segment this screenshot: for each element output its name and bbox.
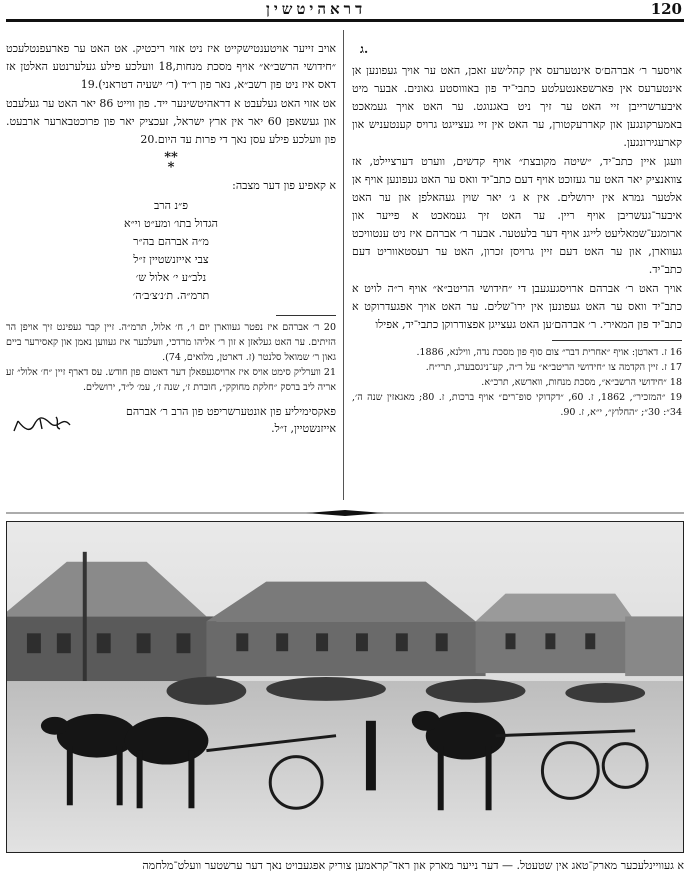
- facsimile-caption: פאקסימיליע פון אונטערשריפט פון הרב ר׳ אברהם אייזנשטיין, ז״ל.: [125, 405, 336, 435]
- page-header: [6, 0, 686, 18]
- footnote: 17 ז. זיין הקדמה צו ״חידושי הריטב״א״ על ר״ה, קע־ניגסבערג, תרי״ח.: [425, 362, 682, 373]
- paragraph: אט אזוי האט געלעבט א דראהיטשינער ייד. פון ווייט 86 יאר האט ער געלעבט און געשאפן 60 יאר אין ארץ ישראל, זעכציק יאר פון פרוכטבארער ארבעט. פון וועלכע פילע עסן נאך די פרות עד היום.20: [6, 97, 337, 146]
- market-day-photograph: [6, 521, 684, 853]
- tombstone-line: הגדול בתו׳ ומע״ט וי״א: [124, 217, 218, 230]
- paragraph: אויסער ר׳ אברהם׳ס אינטערעס אין קהל׳שע זאכן, האט ער אויך געפונען אן אינטערעס אין פארשפאנטעלטע כתבי־יד פון באוווסטע גאונים. אבער מיט איבערשרייבן זיי האט ער זיך ניט באגנוגט. ער האט אויך געמאכט באמערקונגען און קאררעקטורן, ער האט אין זיי געצייגט גרויס קענטעניש און קארעגירונגען.: [352, 64, 682, 149]
- running-title: דראהיטשין: [266, 0, 367, 18]
- column-divider: [343, 30, 344, 500]
- footnote: 16 ז. דארטן: אויף ״אחרית דבר״ צום סוף פון מסכת נדה, ווילנא, 1886.: [416, 347, 682, 358]
- footnote: 19 ״המזכיר״, 1862, ז. 60, ״דקדוקי סופ־רים״ אויף ברכות, ז. 80; מאגאזין שנה ה׳, 34״: 30״; ״החלוץ״, י״א, ז. 90.: [352, 392, 683, 418]
- tombstone-line: פ״נ הרב: [153, 199, 189, 212]
- footnote: 18 ״חידושי הרשב״א״, מסכת מנחות, ווארשא, תרכ״א.: [481, 377, 682, 388]
- tombstone-line: צבי אייזנשטיין ז״ל: [133, 253, 209, 266]
- right-column: [352, 40, 682, 420]
- tombstone-line: מ״ה אברהם בה״ר: [133, 235, 209, 248]
- tombstone-title: א קאפיע פון דער מצבה:: [232, 179, 336, 192]
- footnote: 21 ווערליק סימט אויס איז ארויסגעפאלן דער דאטום פון חודש. עס דארף זיין ״ח׳ אלול״ זע אריה ליב ברסק ״חלקת מחוקק״, חוברת ז׳, שנה ז׳, עמ׳ ל״ד, ירושלים.: [6, 367, 336, 393]
- paragraph: אויך האט ר׳ אברהם ארויסגעגעבן די ״חידושי הריטב״א״ אויף ר״ה לויט א כתב־יד וואס ער האט געפונען אין ירו־שלים. ער האט אויך אפגעדרוקט א כתב־יד פון המאירי. ר׳ אברהם׳ען האט געצייגן אפצודרוקן כתבי־יד, אפילו: [352, 282, 682, 331]
- section-mark: ג.: [360, 42, 369, 56]
- tombstone-inscription: [6, 197, 336, 305]
- paragraph: אויב זייער אויטענטישקייט איז ניט אזוי ריכטיק. אט האט ער פארעפנטלעכט ״חידושי הרשב״א״ אויף מסכת מנחות,18 וועלכע פילע געלערנטע האלטן אז דאס איז ניט פון רשב״א, נאר פון ר״ד (ר׳ ישעיה דטראני).19: [6, 42, 336, 91]
- header-rule: [6, 19, 684, 22]
- footnote-rule: [276, 315, 336, 316]
- page-number: 120: [650, 0, 682, 18]
- tombstone-line: נלב״ע י׳ אלול ש׳: [135, 271, 207, 284]
- section-stars: ** *: [164, 150, 178, 175]
- left-column: [6, 40, 336, 463]
- facsimile-block: [6, 403, 336, 463]
- paragraph: וועגן איין כתב־יד, ״שיטה מקובצת״ אויף קדשים, ווערט דערציילט, אז צוואנציק יאר האט ער געזוכט אויף דעם כתב־יד וואס ער האט געפונען אויף אן אלטער גמרא אין ירושלים. אין א ג׳ יאר שוין געהאלפן און ער האט איבער־געשריבן אויף ריין. ער האט זיך געמאכט א פייער און ארומגע־שמאליעט לייגנ אויף דער בלעטער. אבער ר׳ אברהם איז ניט ענטוויכט געווארן, און ער האט דעם זיין גרויסן זכרון, האט ער רעסטאווריט דעם כתב־יד.: [352, 155, 682, 276]
- signature-facsimile-image: [10, 411, 74, 435]
- photo-caption: א געוויינלעכער מארק־טאג אין שטעטל. — דער נייער מארק און ראד־קראמען צוריק אפגעבויט נאך דער ערשטער וועלט־מלחמה: [142, 859, 684, 872]
- ornamental-rule: [6, 508, 684, 518]
- footnote-rule: [552, 340, 682, 341]
- footnote: 20 ר׳ אברהם איז נפטר געווארן יום ו׳, ח׳ אלול, תרמ״ה. זיין קבר געפינט זיך אויפן הר הזיתים. ער האט געלאזן א זון ר׳ אליהו מרדכי, וועלכער איז געווען נאמן און קאסירער ביים גאון ר׳ שמואל סלנטר (ז. דארטן, מלואים, 74).: [6, 322, 336, 363]
- tombstone-line: תרמ״ה. ת׳נ׳צ׳ב׳ה׳: [132, 289, 210, 302]
